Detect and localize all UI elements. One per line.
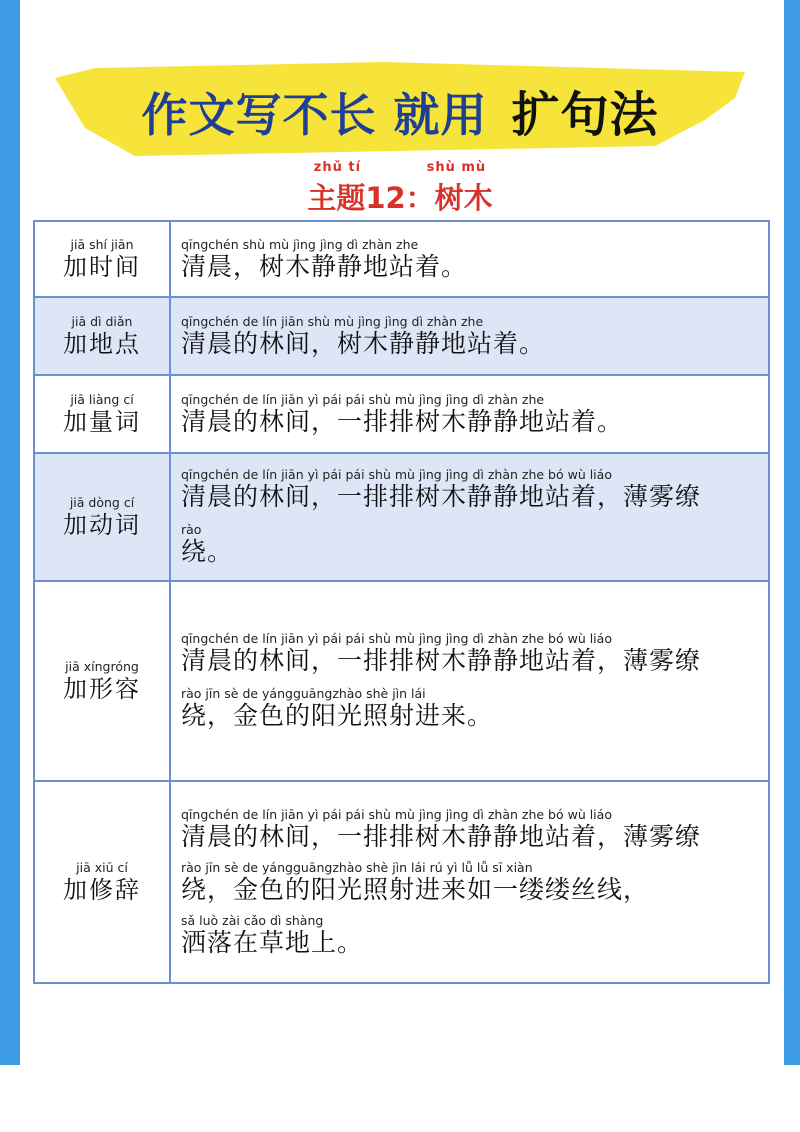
- expansion-table: [33, 220, 770, 984]
- label-pinyin: jiā xíngróng: [65, 658, 139, 674]
- label-text: 加量词: [63, 407, 141, 436]
- table-row: [34, 221, 769, 297]
- sentence-text: 清晨，树木静静地站着。: [181, 251, 468, 281]
- sentence-cell: [170, 375, 769, 453]
- row-label-cell: [34, 221, 170, 297]
- sentence-cell: [170, 453, 769, 581]
- sentence-pinyin: qīngchén shù mù jìng jìng dì zhàn zhe: [181, 236, 419, 252]
- sentence-pinyin: qīngchén de lín jiān yì pái pái shù mù jìng jìng dì zhàn zhe bó wù liáo: [181, 631, 612, 646]
- subtitle-pinyin: [0, 160, 800, 176]
- row-label-cell: [34, 453, 170, 581]
- table-row: [34, 781, 769, 983]
- label-text: 加地点: [63, 329, 141, 358]
- table-row: [34, 375, 769, 453]
- table-row: [34, 453, 769, 581]
- sentence-text: 绕。: [181, 537, 234, 566]
- label-text: 加动词: [63, 510, 141, 539]
- sentence-cell: [170, 781, 769, 983]
- sentence-pinyin: rào jīn sè de yángguāngzhào shè jìn lái: [181, 686, 426, 701]
- sentence-text: 绕，金色的阳光照射进来如一缕缕丝线，: [181, 874, 650, 904]
- sentence-text: 洒落在草地上。: [181, 927, 364, 957]
- table-row: [34, 581, 769, 781]
- sentence-text: 清晨的林间，树木静静地站着。: [181, 328, 546, 358]
- label-pinyin: jiā dì diǎn: [71, 313, 133, 329]
- table-row: [34, 297, 769, 375]
- row-label-cell: [34, 581, 170, 781]
- sentence-text: 清晨的林间，一排排树木静静地站着，薄雾缭: [181, 821, 702, 851]
- sentence-pinyin: qīngchén de lín jiān shù mù jìng jìng dì zhàn zhe: [181, 313, 484, 329]
- label-pinyin: jiā xiū cí: [76, 859, 128, 875]
- sentence-text: 清晨的林间，一排排树木静静地站着。: [181, 406, 624, 436]
- sentence-pinyin: qīngchén de lín jiān yì pái pái shù mù jìng jìng dì zhàn zhe bó wù liáo: [181, 467, 612, 482]
- label-pinyin: jiā dòng cí: [69, 494, 135, 510]
- row-label-cell: [34, 375, 170, 453]
- label-text: 加修辞: [63, 875, 141, 904]
- sentence-text: 绕，金色的阳光照射进来。: [181, 701, 494, 730]
- sentence-pinyin: sǎ luò zài cǎo dì shàng: [181, 912, 324, 928]
- sentence-pinyin: qīngchén de lín jiān yì pái pái shù mù jìng jìng dì zhàn zhe: [181, 391, 545, 407]
- sentence-cell: [170, 297, 769, 375]
- subtitle-pinyin-2: shù mù: [426, 160, 487, 175]
- subtitle: 主题12：树木: [307, 181, 493, 215]
- subtitle-block: [0, 160, 800, 217]
- sentence-cell: [170, 581, 769, 781]
- sentence-pinyin: rào: [181, 522, 202, 537]
- label-pinyin: jiā liàng cí: [70, 391, 134, 407]
- sentence-text: 清晨的林间，一排排树木静静地站着，薄雾缭: [181, 482, 702, 511]
- subtitle-pinyin-1: zhǔ tí: [313, 160, 362, 175]
- title-part1: 作文写不长 就用: [141, 88, 488, 142]
- row-label-cell: [34, 297, 170, 375]
- row-label-cell: [34, 781, 170, 983]
- label-pinyin: jiā shí jiān: [70, 236, 134, 252]
- sentence-pinyin: qīngchén de lín jiān yì pái pái shù mù jìng jìng dì zhàn zhe bó wù liáo: [181, 806, 612, 822]
- title-part2: 扩句法: [511, 87, 659, 143]
- sentence-pinyin: rào jīn sè de yángguāngzhào shè jìn lái rú yì lǚ lǚ sī xiàn: [181, 859, 533, 875]
- sentence-cell: [170, 221, 769, 297]
- page-title: [0, 76, 800, 145]
- label-text: 加形容: [63, 674, 141, 703]
- sentence-text: 清晨的林间，一排排树木静静地站着，薄雾缭: [181, 646, 702, 675]
- label-text: 加时间: [63, 252, 141, 281]
